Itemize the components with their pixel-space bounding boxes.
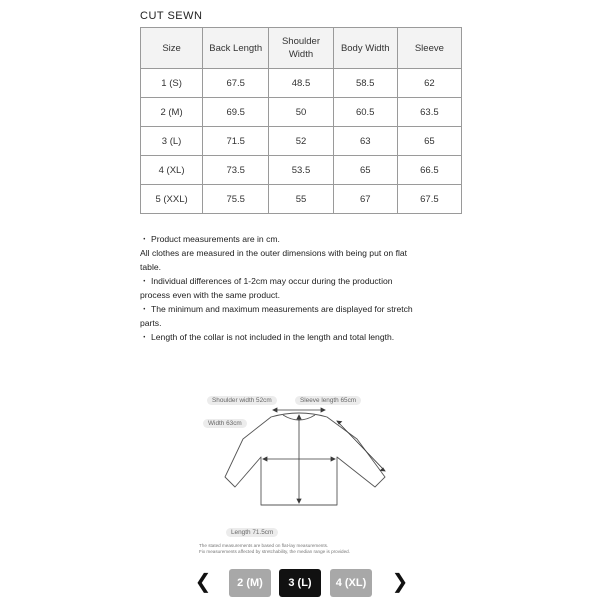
table-cell: 58.5 [333, 69, 397, 98]
garment-sketch [195, 393, 395, 558]
sleeve-length-label: Sleeve length 65cm [295, 396, 361, 405]
note-line: ・ Length of the collar is not included in the length and total length. [140, 332, 395, 342]
table-cell: 67 [333, 185, 397, 214]
diagram-footnote: The stated measurements are based on flat-lay measurements. [199, 543, 329, 548]
measurement-diagram [195, 393, 395, 558]
table-cell: 63 [333, 127, 397, 156]
table-cell: 60.5 [333, 98, 397, 127]
table-cell: 67.5 [397, 185, 461, 214]
size-pager [0, 569, 600, 597]
note-line: ・ Product measurements are in cm. [140, 234, 280, 244]
table-cell: 65 [397, 127, 461, 156]
chevron-left-icon[interactable]: ❮ [194, 571, 212, 593]
table-cell: 63.5 [397, 98, 461, 127]
size-button-3l[interactable]: 3 (L) [279, 569, 321, 597]
header-body-width: Body Width [333, 28, 397, 69]
table-cell: 62 [397, 69, 461, 98]
note-line: All clothes are measured in the outer dimensions with being put on flat [140, 248, 408, 258]
size-table [140, 27, 462, 214]
sleeve-arrow [337, 421, 385, 471]
table-row [141, 185, 462, 214]
table-cell: 48.5 [269, 69, 333, 98]
size-button-4xl[interactable]: 4 (XL) [330, 569, 372, 597]
table-cell: 53.5 [269, 156, 333, 185]
note-line: ・ The minimum and maximum measurements are displayed for stretch [140, 304, 413, 314]
chevron-right-icon[interactable]: ❯ [391, 571, 409, 593]
table-cell: 4 (XL) [141, 156, 203, 185]
header-sleeve: Sleeve [397, 28, 461, 69]
width-label: Width 63cm [203, 419, 247, 428]
shoulder-width-label: Shoulder width 52cm [207, 396, 277, 405]
table-row [141, 156, 462, 185]
table-cell: 73.5 [203, 156, 269, 185]
table-cell: 1 (S) [141, 69, 203, 98]
table-row [141, 127, 462, 156]
table-cell: 69.5 [203, 98, 269, 127]
table-cell: 2 (M) [141, 98, 203, 127]
header-shoulder-width: Shoulder Width [269, 28, 333, 69]
measurement-notes [140, 232, 470, 344]
diagram-footnote: Fix measurements affected by stretchability, the median range is provided. [199, 549, 350, 554]
table-cell: 71.5 [203, 127, 269, 156]
header-back-length: Back Length [203, 28, 269, 69]
table-cell: 66.5 [397, 156, 461, 185]
table-row [141, 98, 462, 127]
header-size: Size [141, 28, 203, 69]
table-cell: 55 [269, 185, 333, 214]
note-line: process even with the same product. [140, 290, 280, 300]
table-cell: 75.5 [203, 185, 269, 214]
size-button-2m[interactable]: 2 (M) [229, 569, 271, 597]
table-cell: 50 [269, 98, 333, 127]
table-cell: 65 [333, 156, 397, 185]
table-cell: 67.5 [203, 69, 269, 98]
table-cell: 5 (XXL) [141, 185, 203, 214]
table-cell: 3 (L) [141, 127, 203, 156]
table-cell: 52 [269, 127, 333, 156]
note-line: table. [140, 262, 162, 272]
section-title: CUT SEWN [140, 10, 203, 22]
length-label: Length 71.5cm [226, 528, 278, 537]
note-line: parts. [140, 318, 162, 328]
table-header-row [141, 28, 462, 69]
table-row [141, 69, 462, 98]
note-line: ・ Individual differences of 1-2cm may occur during the production [140, 276, 393, 286]
